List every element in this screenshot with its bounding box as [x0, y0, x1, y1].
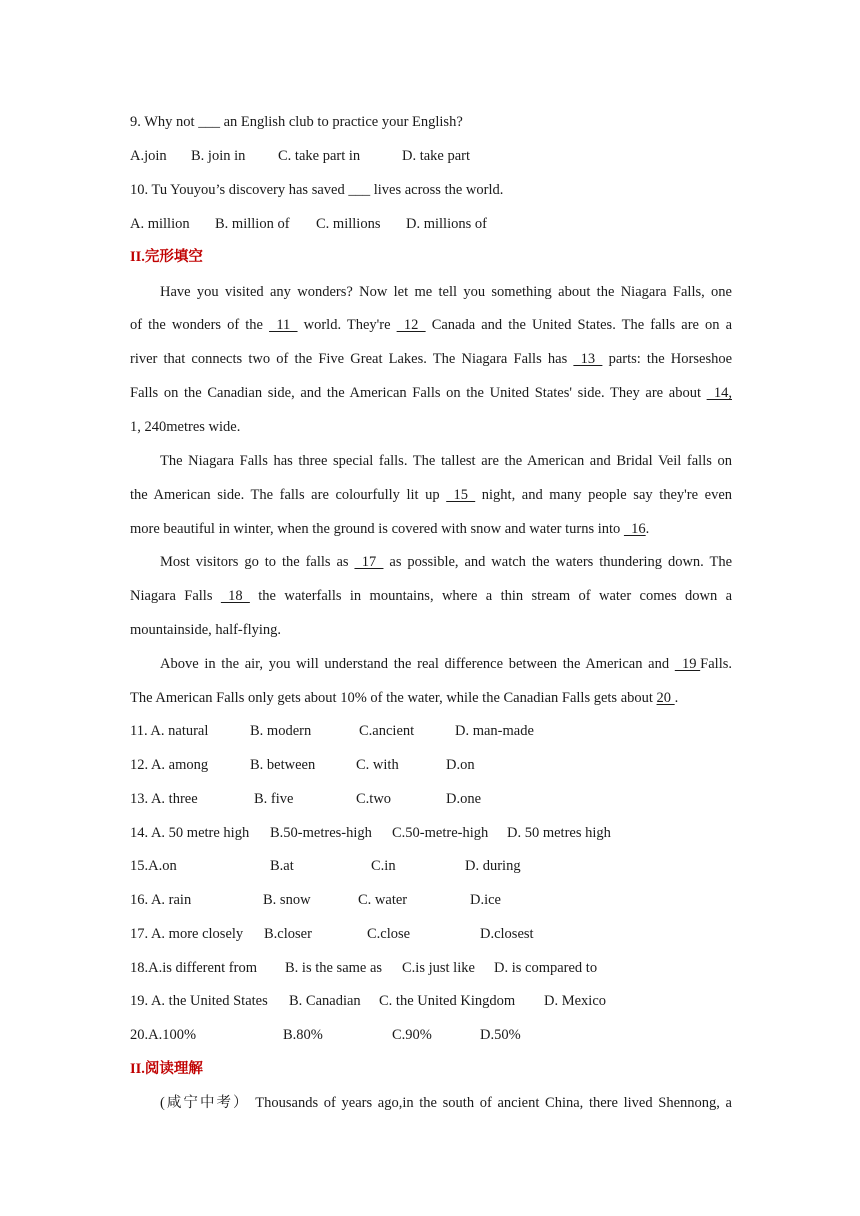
blank-19: 19 [674, 656, 701, 672]
passage-text: the waterfalls in mountains, where a thin stream of water comes down a [258, 588, 733, 604]
option-a: 19. A. the United States [130, 993, 268, 1009]
option-d: D. millions of [406, 216, 487, 232]
passage-text: river that connects two of the Five Great Lakes. The Niagara Falls has [130, 351, 568, 367]
blank-16: 16 [623, 521, 646, 537]
blank-13: 13 [573, 351, 603, 367]
passage-text: parts: the Horseshoe [608, 351, 733, 367]
option-d: D.ice [470, 892, 501, 908]
option-d: D. is compared to [494, 960, 598, 976]
passage-line: mountainside, half-flying. [130, 622, 282, 638]
option-d: D. Mexico [544, 993, 607, 1009]
reading-source: (咸宁中考） [160, 1095, 250, 1111]
option-a: 13. A. three [130, 791, 198, 807]
option-a: A.join [130, 148, 167, 164]
option-a: 12. A. among [130, 757, 209, 773]
blank-17: 17 [354, 554, 384, 570]
option-d: D. 50 metres high [507, 825, 611, 841]
option-d: D. man-made [455, 723, 534, 739]
option-d: D.on [446, 757, 475, 773]
passage-text: night, and many people say they're even [481, 487, 733, 503]
passage-line [130, 350, 732, 368]
question-10-stem: 10. Tu Youyou’s discovery has saved ___ lives across the world. [130, 182, 504, 198]
option-d: D. take part [402, 148, 471, 164]
passage-text: Most visitors go to the falls as [160, 554, 349, 570]
section-heading-reading: II.阅读理解 [130, 1061, 203, 1077]
passage-text: . [674, 690, 679, 706]
option-b: B. Canadian [289, 993, 361, 1009]
option-b: B. snow [263, 892, 311, 908]
option-b: B. million of [215, 216, 290, 232]
passage-text: Canada and the United States. The falls are on a [431, 317, 733, 333]
section-heading-cloze: II.完形填空 [130, 249, 203, 265]
passage-line: The Niagara Falls has three special falls. The tallest are the American and Bridal Veil falls on [160, 453, 732, 469]
passage-line [130, 587, 732, 605]
reading-text: Thousands of years ago,in the south of ancient China, there lived Shennong, a [255, 1095, 732, 1111]
blank-11: 11 [269, 317, 298, 333]
option-c: C. with [356, 757, 399, 773]
passage-text: The American Falls only gets about 10% of the water, while the Canadian Falls gets about [130, 690, 653, 706]
passage-line [130, 520, 649, 538]
option-b: B. join in [191, 148, 246, 164]
option-b: B. modern [250, 723, 312, 739]
passage-text: more beautiful in winter, when the ground is covered with snow and water turns into [130, 521, 621, 537]
option-a: 16. A. rain [130, 892, 192, 908]
passage-line [130, 486, 732, 504]
passage-line: 1, 240metres wide. [130, 419, 241, 435]
option-d: D.closest [480, 926, 534, 942]
passage-text: Falls. [700, 656, 732, 672]
option-a: 15.A.on [130, 858, 177, 874]
option-c: C.50-metre-high [392, 825, 489, 841]
option-c: C.90% [392, 1027, 432, 1043]
passage-text: Above in the air, you will understand the real difference between the American and [160, 656, 670, 672]
option-a: 17. A. more closely [130, 926, 244, 942]
blank-12: 12 [396, 317, 426, 333]
option-b: B.80% [283, 1027, 323, 1043]
option-b: B.at [270, 858, 294, 874]
blank-18: 18 [220, 588, 250, 604]
option-c: C. the United Kingdom [379, 993, 516, 1009]
option-c: C.close [367, 926, 411, 942]
option-b: B. five [254, 791, 294, 807]
question-9-stem: 9. Why not ___ an English club to practice your English? [130, 114, 463, 130]
option-a: 20.A.100% [130, 1027, 197, 1043]
passage-text: Falls on the Canadian side, and the American Falls on the United States' side. They are about [130, 385, 701, 401]
option-c: C.is just like [402, 960, 475, 976]
option-d: D. during [465, 858, 521, 874]
blank-14: 14, [706, 385, 732, 401]
blank-15: 15 [446, 487, 476, 503]
option-c: C.two [356, 791, 392, 807]
blank-20: 20 [656, 690, 675, 706]
passage-line: Have you visited any wonders? Now let me tell you something about the Niagara Falls, one [160, 284, 732, 300]
passage-text: . [645, 521, 650, 537]
option-a: 11. A. natural [130, 723, 209, 739]
reading-line [160, 1094, 732, 1112]
option-c: C.in [371, 858, 396, 874]
passage-text: the American side. The falls are colourfully lit up [130, 487, 440, 503]
passage-line [160, 655, 732, 673]
passage-text: as possible, and watch the waters thundering down. The [389, 554, 733, 570]
passage-line [130, 316, 732, 334]
option-b: B.50-metres-high [270, 825, 372, 841]
option-a: A. million [130, 216, 190, 232]
option-c: C.ancient [359, 723, 415, 739]
option-b: B.closer [264, 926, 312, 942]
document-page [130, 0, 732, 1216]
option-a: 18.A.is different from [130, 960, 257, 976]
passage-text: world. They're [303, 317, 391, 333]
option-d: D.50% [480, 1027, 521, 1043]
passage-text: Niagara Falls [130, 588, 213, 604]
option-d: D.one [446, 791, 482, 807]
option-c: C. water [358, 892, 408, 908]
passage-text: of the wonders of the [130, 317, 263, 333]
option-b: B. between [250, 757, 316, 773]
option-c: C. millions [316, 216, 381, 232]
option-a: 14. A. 50 metre high [130, 825, 250, 841]
passage-line [160, 553, 732, 571]
option-c: C. take part in [278, 148, 361, 164]
passage-line [130, 689, 678, 707]
option-b: B. is the same as [285, 960, 383, 976]
passage-line [130, 384, 732, 402]
